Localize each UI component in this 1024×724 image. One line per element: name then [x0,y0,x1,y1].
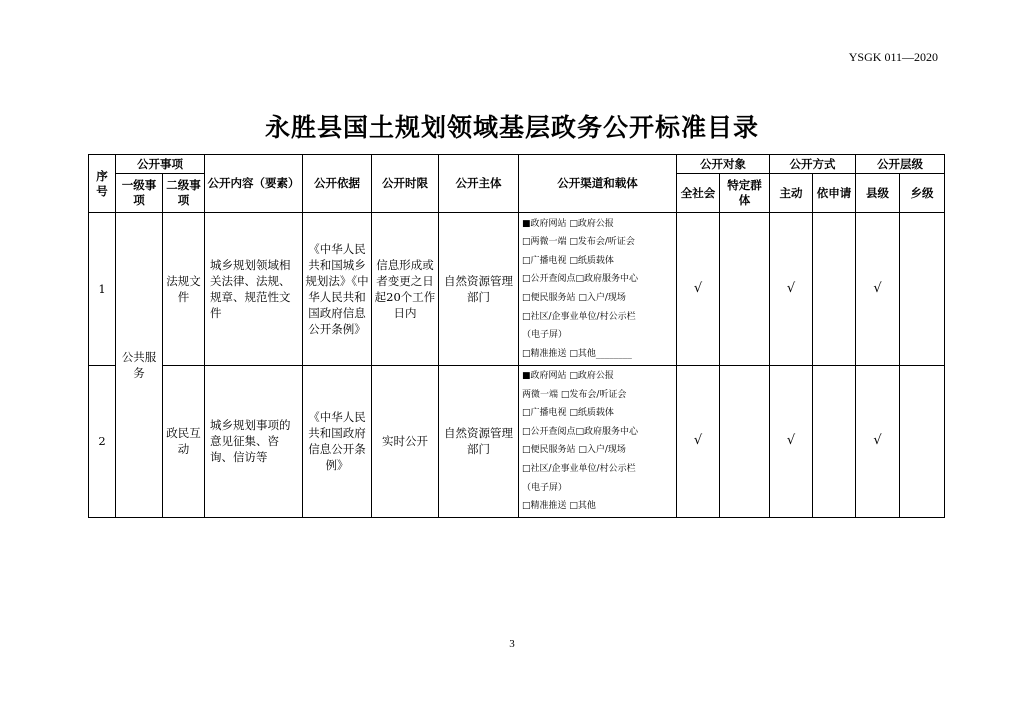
header-seq: 序号 [89,155,116,213]
timing-cell: 信息形成或者变更之日起20个工作日内 [372,213,439,366]
target-all-check: √ [677,366,720,518]
level-town-check [900,213,945,366]
channel-line: □便民服务站 □入户/现场 [522,445,626,456]
channel-line: □两微一端 □发布会/听证会 [522,237,635,248]
header-level1: 一级事项 [116,174,163,213]
mode-active-check: √ [770,366,813,518]
channel-line: □公开查阅点□政府服务中心 [522,274,639,285]
header-channel: 公开渠道和载体 [519,155,677,213]
target-specific-check [720,213,770,366]
level-county-check: √ [856,366,900,518]
header-target-specific: 特定群体 [720,174,770,213]
channel-line: □精准推送 □其他 [522,501,596,512]
channel-line: □精准推送 □其他________ [522,348,632,359]
header-subject: 公开主体 [439,155,519,213]
header-content: 公开内容（要素） [205,155,303,213]
channel-line: □广播电视 □纸质载体 [522,408,614,419]
table-row [89,213,945,366]
header-level-county: 县级 [856,174,900,213]
channel-line: （电子屏） [522,482,568,493]
page-title: 永胜县国土规划领域基层政务公开标准目录 [264,113,759,142]
basis-cell: 《中华人民共和国城乡规划法》《中华人民共和国政府信息公开条例》 [303,213,372,366]
header-target-all: 全社会 [677,174,720,213]
channel-cell [519,366,677,518]
subject-cell: 自然资源管理部门 [439,366,519,518]
document-code: YSGK 011—2020 [848,50,938,64]
header-mode: 公开方式 [770,155,856,174]
header-matter: 公开事项 [116,155,205,174]
mode-apply-check [813,213,856,366]
level-town-check [900,366,945,518]
header-mode-apply: 依申请 [813,174,856,213]
header-timing: 公开时限 [372,155,439,213]
channel-line: □社区/企事业单位/村公示栏 [522,311,636,322]
channel-line: □社区/企事业单位/村公示栏 [522,463,636,474]
level2-item: 法规文件 [163,213,205,366]
header-basis: 公开依据 [303,155,372,213]
header-mode-active: 主动 [770,174,813,213]
mode-apply-check [813,366,856,518]
channel-line: 两微一端 □发布会/听证会 [522,389,627,400]
header-level-town: 乡级 [900,174,945,213]
content-cell: 城乡规划事项的意见征集、咨询、信访等 [205,366,303,518]
mode-active-check: √ [770,213,813,366]
content-cell: 城乡规划领域相关法律、法规、规章、规范性文件 [205,213,303,366]
timing-cell: 实时公开 [372,366,439,518]
header-level2: 二级事项 [163,174,205,213]
subject-cell: 自然资源管理部门 [439,213,519,366]
target-specific-check [720,366,770,518]
level-county-check: √ [856,213,900,366]
basis-cell: 《中华人民共和国政府信息公开条例》 [303,366,372,518]
row-number: 2 [89,366,116,518]
level1-item: 公共服务 [116,213,163,518]
channel-line: ■政府网站 □政府公报 [522,218,614,229]
row-number: 1 [89,213,116,366]
header-target: 公开对象 [677,155,770,174]
channel-line: （电子屏） [522,330,568,341]
channel-line: □便民服务站 □入户/现场 [522,293,626,303]
channel-cell [519,213,677,366]
level2-item: 政民互动 [163,366,205,518]
table-row [89,366,945,518]
target-all-check: √ [677,213,720,366]
channel-line: □广播电视 □纸质载体 [522,255,614,266]
page-number: 3 [509,638,515,650]
catalog-table [88,154,945,518]
channel-line: □公开查阅点□政府服务中心 [522,426,639,437]
header-level: 公开层级 [856,155,945,174]
channel-line: ■政府网站 □政府公报 [522,371,614,381]
